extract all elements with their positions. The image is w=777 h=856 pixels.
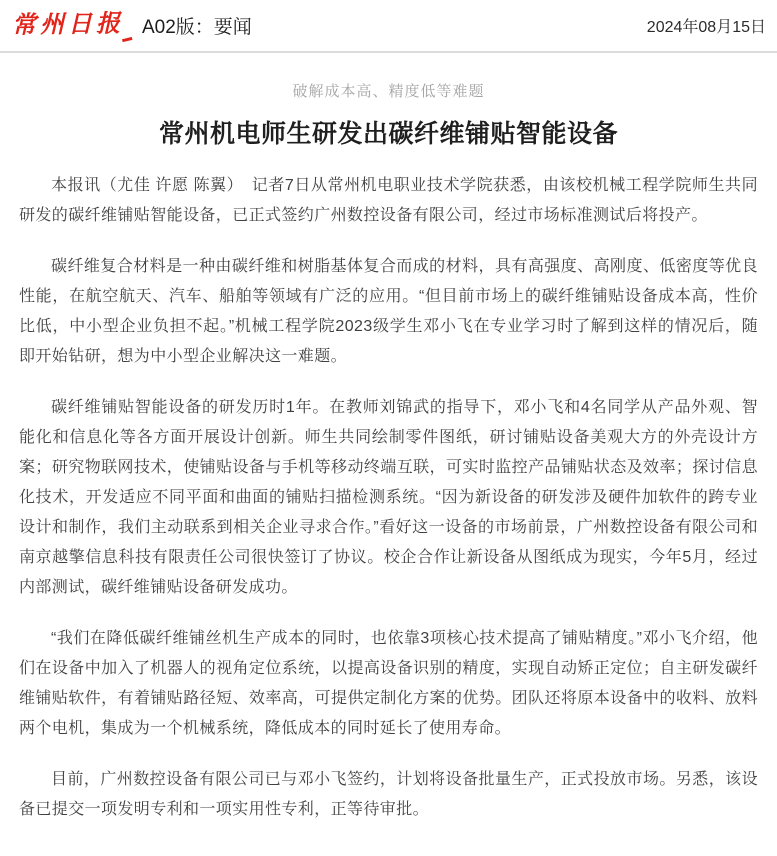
- publish-date: 2024年08月15日: [646, 19, 766, 36]
- article-title: 常州机电师生研发出碳纤维铺贴智能设备: [158, 120, 618, 148]
- article-kicker: 破解成本高、精度低等难题: [292, 83, 485, 100]
- newspaper-logo[interactable]: 常州日报: [10, 8, 135, 42]
- logo-seal-mark: [122, 36, 132, 41]
- article-body: [19, 171, 758, 825]
- article: [0, 80, 777, 856]
- section-label: A02版：要闻: [142, 17, 252, 38]
- page-header: [0, 0, 777, 53]
- article-paragraph: 目前，广州数控设备有限公司已与邓小飞签约，计划将设备批量生产，正式投放市场。另悉，该设备已提交一项发明专利和一项实用性专利，正等待审批。: [19, 771, 758, 818]
- article-paragraph: 本报讯（尤佳 许愿 陈翼） 记者7日从常州机电职业技术学院获悉，由该校机械工程学院师生共同研发的碳纤维铺贴智能设备，已正式签约广州数控设备有限公司，经过市场标准测试后将投产。: [19, 177, 758, 224]
- article-paragraph: “我们在降低碳纤维铺丝机生产成本的同时，也依靠3项核心技术提高了铺贴精度。”邓小飞介绍，他们在设备中加入了机器人的视角定位系统，以提高设备识别的精度，实现自动矫正定位；自主研发碳纤维铺贴软件，有着铺贴路径短、效率高，可提供定制化方案的优势。团队还将原本设备中的收料、放料两个电机，集成为一个机械系统，降低成本的同时延长了使用寿命。: [19, 630, 758, 737]
- article-paragraph: 碳纤维复合材料是一种由碳纤维和树脂基体复合而成的材料，具有高强度、高刚度、低密度等优良性能，在航空航天、汽车、船舶等领域有广泛的应用。“但目前市场上的碳纤维铺贴设备成本高，性价比低，中小型企业负担不起。”机械工程学院2023级学生邓小飞在专业学习时了解到这样的情况后，随即开始钻研，想为中小型企业解决这一难题。: [19, 258, 758, 365]
- article-paragraph: 碳纤维铺贴智能设备的研发历时1年。在教师刘锦武的指导下，邓小飞和4名同学从产品外观、智能化和信息化等各方面开展设计创新。师生共同绘制零件图纸，研讨铺贴设备美观大方的外壳设计方案；研究物联网技术，使铺贴设备与手机等移动终端互联，可实时监控产品铺贴状态及效率；探讨信息化技术，开发适应不同平面和曲面的铺贴扫描检测系统。“因为新设备的研发涉及硬件加软件的跨专业设计和制作，我们主动联系到相关企业寻求合作。”看好这一设备的市场前景，广州数控设备有限公司和南京越擎信息科技有限责任公司很快签订了协议。校企合作让新设备从图纸成为现实，今年5月，经过内部测试，碳纤维铺贴设备研发成功。: [19, 399, 758, 596]
